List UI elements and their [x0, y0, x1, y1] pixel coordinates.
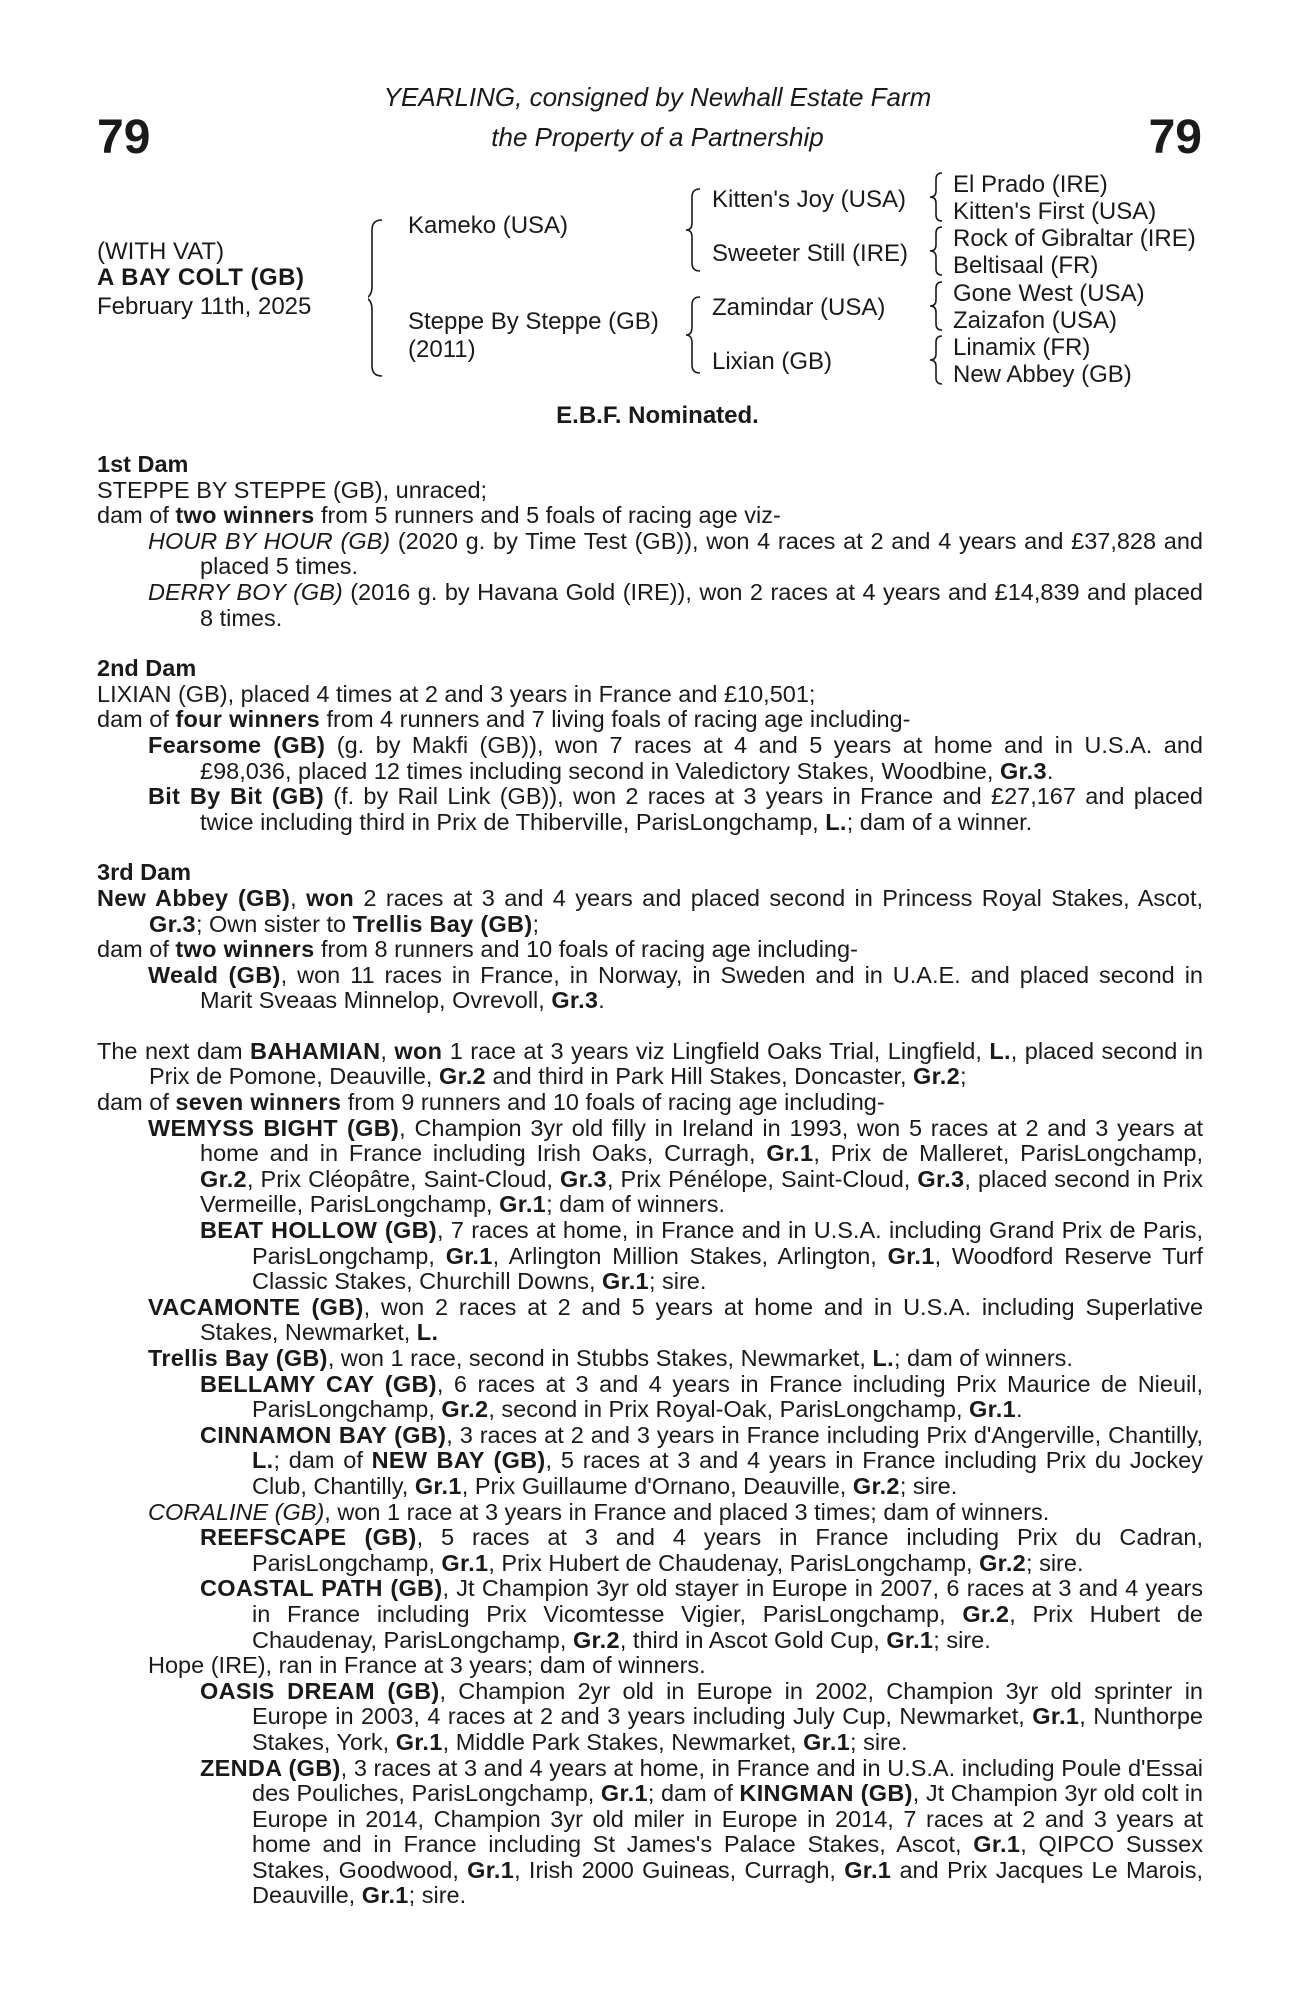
produce-entry: COASTAL PATH (GB), Jt Champion 3yr old stayer in Europe in 2007, 6 races at 3 and 4 years in France including Prix Vicomtesse Vigier, ParisLongchamp, Gr.2, Prix Hubert de Chaudenay, ParisLongchamp, Gr.2, third in Ascot Gold Cup, Gr.1; sire.: [200, 1575, 1203, 1653]
pedigree-dam-sire: Zamindar (USA): [712, 294, 886, 321]
produce-entry: BEAT HOLLOW (GB), 7 races at home, in France and in U.S.A. including Grand Prix de Paris, ParisLongchamp, Gr.1, Arlington Million Stakes, Arlington, Gr.1, Woodford Reserve Turf Classic Stakes, Churchill Downs, Gr.1; sire.: [200, 1217, 1203, 1295]
second-dam-heading: 2nd Dam: [97, 655, 197, 682]
pedigree-sire: Kameko (USA): [408, 212, 569, 239]
pedigree-g8: New Abbey (GB): [953, 361, 1132, 388]
consignor-line: YEARLING, consigned by Newhall Estate Farm: [383, 82, 932, 112]
produce-entry: Hope (IRE), ran in France at 3 years; dam of winners.: [148, 1652, 706, 1679]
pedigree-dam: Steppe By Steppe (GB): [408, 308, 659, 335]
first-dam-runner: DERRY BOY (GB) (2016 g. by Havana Gold (IRE)), won 2 races at 4 years and £14,839 and placed 8 times.: [148, 578, 1203, 631]
produce-entry: Trellis Bay (GB), won 1 race, second in Stubbs Stakes, Newmarket, L.; dam of winners.: [148, 1345, 1073, 1371]
pedigree-brace-g3: [930, 280, 952, 332]
pedigree-brace-dam: [686, 295, 710, 375]
first-dam-runner: HOUR BY HOUR (GB) (2020 g. by Time Test (GB)), won 4 races at 2 and 4 years and £37,828 and placed 5 times.: [148, 527, 1204, 580]
foaled-date: February 11th, 2025: [97, 293, 312, 320]
produce-entry: ZENDA (GB), 3 races at 3 and 4 years at home, in France and in U.S.A. including Poule d'Essai des Pouliches, ParisLongchamp, Gr.1; dam of KINGMAN (GB), Jt Champion 3yr old colt in Europe in 2014, Champion 3yr old miler in Europe in 2014, 7 races at 2 and 3 years at home and in France including St James's Palace Stakes, Ascot, Gr.1, QIPCO Sussex Stakes, Goodwood, Gr.1, Irish 2000 Guineas, Curragh, Gr.1 and Prix Jacques Le Marois, Deauville, Gr.1; sire.: [200, 1754, 1203, 1909]
next-dam-line: The next dam BAHAMIAN, won 1 race at 3 years viz Lingfield Oaks Trial, Lingfield, L., placed second in Prix de Pomone, Deauville, Gr.2 and third in Park Hill Stakes, Doncaster, Gr.2;: [97, 1037, 1204, 1090]
pedigree-g2: Kitten's First (USA): [953, 198, 1157, 225]
pedigree-g4: Beltisaal (FR): [953, 252, 1099, 279]
vat-note: (WITH VAT): [97, 238, 225, 265]
produce-entry: BELLAMY CAY (GB), 6 races at 3 and 4 years in France including Prix Maurice de Nieuil, ParisLongchamp, Gr.2, second in Prix Royal-Oak, ParisLongchamp, Gr.1.: [200, 1370, 1203, 1423]
pedigree-g5: Gone West (USA): [953, 280, 1145, 307]
produce-entry: VACAMONTE (GB), won 2 races at 2 and 5 years at home and in U.S.A. including Superlative Stakes, Newmarket, L.: [148, 1293, 1204, 1346]
third-dam-produce-summary: dam of two winners from 8 runners and 10 foals of racing age including-: [97, 936, 858, 963]
pedigree-dam-year: (2011): [408, 336, 476, 363]
produce-entry: REEFSCAPE (GB), 5 races at 3 and 4 years in France including Prix du Cadran, ParisLongchamp, Gr.1, Prix Hubert de Chaudenay, ParisLongchamp, Gr.2; sire.: [200, 1524, 1203, 1576]
property-line: the Property of a Partnership: [491, 122, 824, 152]
produce-entry: CINNAMON BAY (GB), 3 races at 2 and 3 years in France including Prix d'Angerville, Chantilly, L.; dam of NEW BAY (GB), 5 races at 3 and 4 years in France including Prix du Jockey Club, Chantilly, Gr.1, Prix Guillaume d'Ornano, Deauville, Gr.2; sire.: [200, 1421, 1203, 1499]
second-dam-line: LIXIAN (GB), placed 4 times at 2 and 3 years in France and £10,501;: [97, 680, 816, 707]
next-dam-section: [97, 1039, 1203, 1909]
first-dam-heading: 1st Dam: [97, 451, 189, 477]
pedigree-g6: Zaizafon (USA): [953, 307, 1118, 334]
produce-entry: WEMYSS BIGHT (GB), Champion 3yr old filly in Ireland in 1993, won 5 races at 2 and 3 years at home and in France including Irish Oaks, Curragh, Gr.1, Prix de Malleret, ParisLongchamp, Gr.2, Prix Cléopâtre, Saint-Cloud, Gr.3, Prix Pénélope, Saint-Cloud, Gr.3, placed second in Prix Vermeille, ParisLongchamp, Gr.1; dam of winners.: [148, 1114, 1204, 1218]
second-dam-produce-summary: dam of four winners from 4 runners and 7 living foals of racing age including-: [97, 706, 911, 733]
second-dam-runner: Bit By Bit (GB) (f. by Rail Link (GB)), won 2 races at 3 years in France and £27,167 and placed twice including third in Prix de Thiberville, ParisLongchamp, L.; dam of a winner.: [148, 783, 1203, 835]
first-dam-section: [97, 452, 1203, 631]
horse-title: A BAY COLT (GB): [97, 264, 305, 291]
produce-entry: CORALINE (GB), won 1 race at 3 years in France and placed 3 times; dam of winners.: [148, 1498, 1050, 1525]
lot-number-right: 79: [1148, 111, 1202, 164]
third-dam-runner: Weald (GB), won 11 races in France, in Norway, in Sweden and in U.A.E. and placed second in Marit Sveaas Minnelop, Ovrevoll, Gr.3.: [148, 961, 1203, 1014]
third-dam-line: New Abbey (GB), won 2 races at 3 and 4 years and placed second in Princess Royal Stakes, Ascot, Gr.3; Own sister to Trellis Bay (GB);: [97, 884, 1203, 937]
pedigree-brace-sire: [686, 187, 710, 273]
produce-entry: OASIS DREAM (GB), Champion 2yr old in Europe in 2002, Champion 3yr old sprinter in Europe in 2003, 4 races at 2 and 3 years including July Cup, Newmarket, Gr.1, Nunthorpe Stakes, York, Gr.1, Middle Park Stakes, Newmarket, Gr.1; sire.: [200, 1677, 1204, 1755]
lot-number-left: 79: [97, 111, 151, 164]
pedigree-brace-main: [368, 218, 392, 378]
pedigree-brace-g4: [930, 334, 952, 386]
ebf-nominated: E.B.F. Nominated.: [556, 402, 759, 429]
catalogue-body: [97, 452, 1203, 1909]
pedigree-sire-dam: Sweeter Still (IRE): [712, 240, 909, 267]
pedigree-g7: Linamix (FR): [953, 334, 1091, 361]
pedigree-dam-dam: Lixian (GB): [712, 348, 833, 375]
third-dam-section: [97, 860, 1203, 1014]
second-dam-runner: Fearsome (GB) (g. by Makfi (GB)), won 7 races at 4 and 5 years at home and in U.S.A. and £98,036, placed 12 times including second in Valedictory Stakes, Woodbine, Gr.3.: [148, 731, 1203, 784]
next-dam-produce-summary: dam of seven winners from 9 runners and 10 foals of racing age including-: [97, 1089, 885, 1116]
pedigree-brace-g2: [930, 225, 952, 277]
pedigree-brace-g1: [930, 171, 952, 223]
first-dam-line: STEPPE BY STEPPE (GB), unraced;: [97, 476, 488, 503]
second-dam-section: [97, 656, 1203, 835]
pedigree-sire-sire: Kitten's Joy (USA): [712, 186, 906, 213]
third-dam-heading: 3rd Dam: [97, 859, 192, 886]
first-dam-produce-summary: dam of two winners from 5 runners and 5 foals of racing age viz-: [97, 502, 781, 529]
pedigree-g3: Rock of Gibraltar (IRE): [953, 225, 1196, 252]
pedigree-g1: El Prado (IRE): [953, 171, 1108, 198]
